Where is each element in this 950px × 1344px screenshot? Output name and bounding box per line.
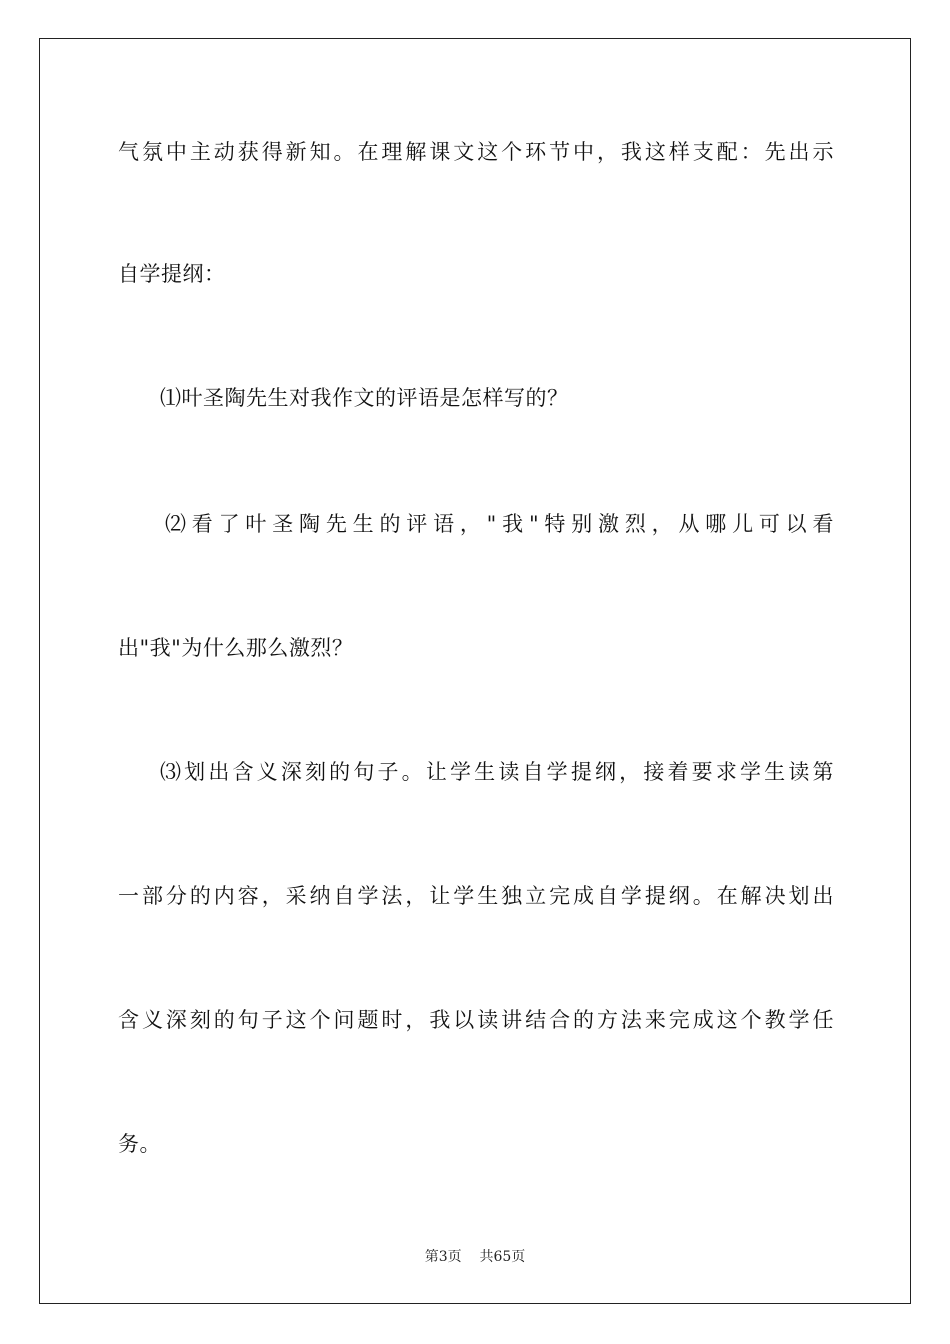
page-number: 第3页 [424,1249,462,1265]
paragraph-line: 气氛中主动获得新知。在理解课文这个环节中，我这样支配：先出示 [118,140,834,164]
paragraph-line: 含义深刻的句子这个问题时，我以读讲结合的方法来完成这个教学任 [118,1008,834,1032]
page-footer [0,1248,950,1266]
list-item-3: ⑶划出含义深刻的句子。让学生读自学提纲，接着要求学生读第 [160,760,834,784]
paragraph-line: 务。 [118,1132,161,1156]
page-border [39,38,911,1304]
paragraph-line: 一部分的内容，采纳自学法，让学生独立完成自学提纲。在解决划出 [118,884,834,908]
paragraph-line: 出"我"为什么那么激烈？ [118,636,354,660]
list-item-2: ⑵看了叶圣陶先生的评语，"我"特别激烈，从哪儿可以看 [165,512,834,536]
total-pages: 共65页 [479,1249,526,1265]
list-item-1: ⑴叶圣陶先生对我作文的评语是怎样写的？ [160,386,569,410]
paragraph-line: 自学提纲： [118,262,226,286]
